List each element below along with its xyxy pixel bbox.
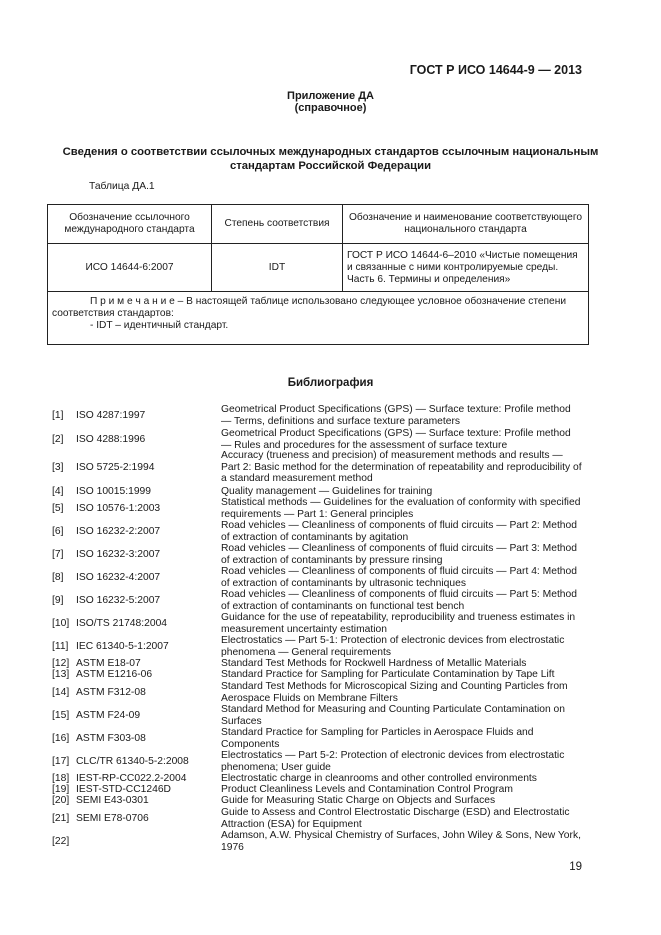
bib-entry-description: Quality management — Guidelines for training: [221, 486, 433, 497]
bib-entry-description: Road vehicles — Cleanliness of components of fluid circuits — Part 4: Method of extraction of contaminants by ultrasonic techniques: [221, 566, 577, 589]
bib-entry-number: [12]: [52, 658, 70, 669]
bib-entry-number: [6]: [52, 526, 64, 537]
bib-entry-description: Road vehicles — Cleanliness of components of fluid circuits — Part 2: Method of extraction of contaminants by agitation: [221, 520, 577, 543]
bib-entry-description: Standard Practice for Sampling for Particles in Aerospace Fluids and Components: [221, 727, 534, 750]
page-number: 19: [569, 861, 582, 873]
bib-entry-description: Guide to Assess and Control Electrostatic Discharge (ESD) and Electrostatic Attraction (ESA) for Equipment: [221, 807, 570, 830]
section-heading: Сведения о соответствии ссылочных международных стандартов ссылочным национальным стандартам Российской Федерации: [62, 146, 599, 172]
bib-entry-description: Standard Method for Measuring and Counting Particulate Contamination on Surfaces: [221, 704, 566, 727]
bib-entry-description: Adamson, A.W. Physical Chemistry of Surfaces, John Wiley & Sons, New York, 1976: [221, 830, 581, 853]
table-header-cell: Степень соответствия: [212, 205, 343, 244]
bib-entry-description: Product Cleanliness Levels and Contamination Control Program: [221, 784, 513, 795]
table-header-cell: Обозначение и наименование соответствующего национального стандарта: [343, 205, 589, 244]
bib-entry-number: [18]: [52, 773, 70, 784]
bib-entry-number: [2]: [52, 434, 64, 445]
bib-entry-code: ISO 16232-3:2007: [76, 549, 161, 560]
bib-entry-number: [14]: [52, 687, 70, 698]
bib-entry-code: ISO 16232-4:2007: [76, 572, 161, 583]
bib-entry-number: [9]: [52, 595, 64, 606]
bib-entry-number: [21]: [52, 813, 70, 824]
bib-entry-number: [5]: [52, 503, 64, 514]
bib-entry-number: [1]: [52, 410, 64, 421]
bib-entry-description: Geometrical Product Specifications (GPS) — Surface texture: Profile method — Rules and procedures for the assessment of surface texture: [221, 428, 571, 451]
bib-entry-number: [13]: [52, 669, 70, 680]
note-label: П р и м е ч а н и е: [90, 296, 175, 307]
annex-title: Приложение ДА: [287, 90, 374, 102]
bibliography-title: Библиография: [287, 377, 374, 389]
table-label: Таблица ДА.1: [89, 181, 155, 192]
bib-entry-description: Standard Test Methods for Rockwell Hardness of Metallic Materials: [221, 658, 527, 669]
bib-entry-description: Road vehicles — Cleanliness of components of fluid circuits — Part 3: Method of extraction of contaminants by pressure rinsing: [221, 543, 577, 566]
bib-entry-number: [15]: [52, 710, 70, 721]
bib-entry-code: ASTM F312-08: [76, 687, 146, 698]
bib-entry-number: [11]: [52, 641, 69, 652]
bib-entry-code: SEMI E43-0301: [76, 795, 149, 806]
bib-entry-description: Electrostatic charge in cleanrooms and other controlled environments: [221, 773, 537, 784]
table-cell: ГОСТ Р ИСО 14644-6–2010 «Чистые помещения и связанные с ними контролируемые среды. Часть 6. Термины и определения»: [343, 244, 589, 292]
bib-entry-code: ISO 16232-5:2007: [76, 595, 161, 606]
table-cell: ИСО 14644-6:2007: [48, 244, 212, 292]
bib-entry-code: IEC 61340-5-1:2007: [76, 641, 169, 652]
bib-entry-number: [7]: [52, 549, 64, 560]
bib-entry-code: IEST-STD-CC1246D: [76, 784, 171, 795]
bib-entry-number: [4]: [52, 486, 64, 497]
bib-entry-code: ISO 4288:1996: [76, 434, 146, 445]
note-text: – В настоящей таблице использовано следующее условное обозначение степени соответствия стандартов:: [52, 296, 567, 319]
bib-entry-code: ASTM F303-08: [76, 733, 146, 744]
bib-entry-code: ISO 10576-1:2003: [76, 503, 161, 514]
bib-entry-code: CLC/TR 61340-5-2:2008: [76, 756, 189, 767]
bib-entry-number: [22]: [52, 836, 70, 847]
bib-entry-description: Guidance for the use of repeatability, reproducibility and trueness estimates in measurement uncertainty estimation: [221, 612, 576, 635]
bib-entry-code: ASTM F24-09: [76, 710, 141, 721]
bib-entry-number: [3]: [52, 462, 64, 473]
table-header-cell: Обозначение ссылочного международного стандарта: [48, 205, 212, 244]
bib-entry-code: ISO 16232-2:2007: [76, 526, 161, 537]
bib-entry-number: [20]: [52, 795, 70, 806]
bib-entry-code: IEST-RP-CC022.2-2004: [76, 773, 187, 784]
table-cell: IDT: [212, 244, 343, 292]
bib-entry-code: ASTM E18-07: [76, 658, 141, 669]
bib-entry-code: ISO 4287:1997: [76, 410, 146, 421]
bib-entry-description: Accuracy (trueness and precision) of measurement methods and results — Part 2: Basic method for the determination of repeatability and reproducibility of a standard measurement method: [221, 450, 582, 484]
bib-entry-description: Road vehicles — Cleanliness of components of fluid circuits — Part 5: Method of extraction of contaminants on functional test bench: [221, 589, 577, 612]
annex-subtitle: (справочное): [294, 102, 367, 114]
bib-entry-description: Standard Practice for Sampling for Particulate Contamination by Tape Lift: [221, 669, 555, 680]
bib-entry-code: ISO 10015:1999: [76, 486, 151, 497]
bib-entry-number: [16]: [52, 733, 70, 744]
note-item: - IDT – идентичный стандарт.: [90, 320, 229, 331]
bib-entry-code: ISO 5725-2:1994: [76, 462, 155, 473]
bib-entry-description: Electrostatics — Part 5-2: Protection of electronic devices from electrostatic phenomena; User guide: [221, 750, 565, 773]
bib-entry-description: Geometrical Product Specifications (GPS) — Surface texture: Profile method — Terms, definitions and surface texture parameters: [221, 404, 571, 427]
bib-entry-code: ASTM E1216-06: [76, 669, 153, 680]
bib-entry-number: [8]: [52, 572, 64, 583]
bib-entry-number: [17]: [52, 756, 70, 767]
bib-entry-description: Standard Test Methods for Microscopical Sizing and Counting Particles from Aerospace Fluids on Membrane Filters: [221, 681, 568, 704]
bib-entry-number: [10]: [52, 618, 70, 629]
bib-entry-description: Statistical methods — Guidelines for the evaluation of conformity with specified requirements — Part 1: General principles: [221, 497, 581, 520]
bib-entry-code: ISO/TS 21748:2004: [76, 618, 168, 629]
bib-entry-number: [19]: [52, 784, 70, 795]
bib-entry-description: Guide for Measuring Static Charge on Objects and Surfaces: [221, 795, 496, 806]
bib-entry-code: SEMI E78-0706: [76, 813, 149, 824]
document-code: ГОСТ Р ИСО 14644-9 — 2013: [409, 63, 582, 77]
bib-entry-description: Electrostatics — Part 5-1: Protection of electronic devices from electrostatic phenomena — General requirements: [221, 635, 565, 658]
